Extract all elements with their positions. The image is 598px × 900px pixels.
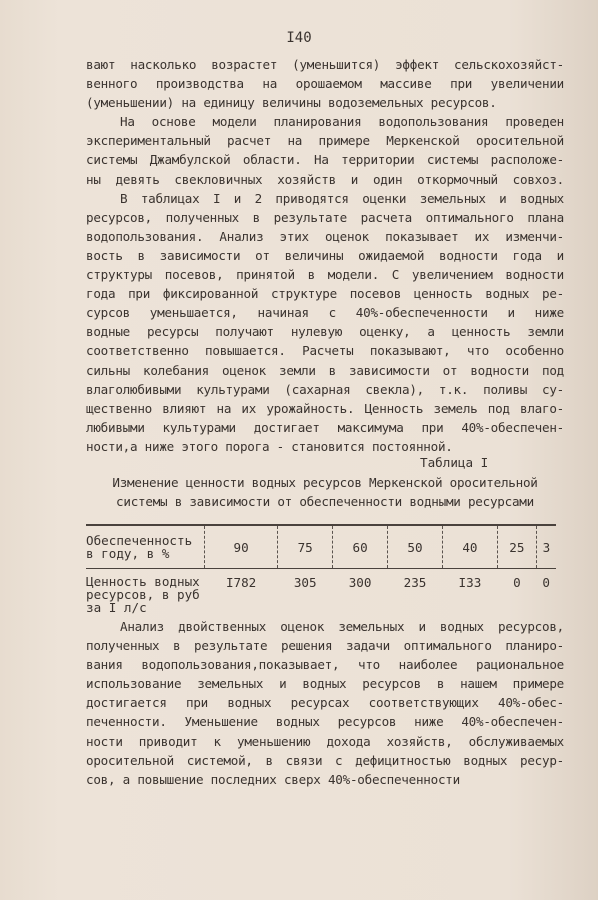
- text-line: использование земельных и водных ресурсов в нашем примере: [86, 676, 564, 692]
- data-table: [86, 524, 556, 625]
- text-line: На основе модели планирования водопользования проведен: [120, 114, 564, 130]
- text-line: влаголюбивыми культурами (сахарная свекла), т.к. поливы су-: [86, 381, 564, 397]
- text-line: любивыми культурами достигает максимума при 40%-обеспечен-: [86, 419, 564, 435]
- text-line: водные ресурсы получают нулевую оценку, а ценность земли: [86, 324, 564, 340]
- table-header-cell: 60: [333, 525, 388, 569]
- text-line: вость в зависимости от величины ожидаемой водности года и: [86, 247, 564, 263]
- table-header-row: [86, 525, 556, 569]
- page-number: I40: [286, 30, 312, 46]
- text-line: полученных в результате решения задачи оптимального планиро-: [86, 638, 564, 654]
- text-line: печенности. Уменьшение водных ресурсов ниже 40%-обеспечен-: [86, 714, 564, 730]
- text-line: щественно влияют на их урожайность. Ценность земель под влаго-: [86, 400, 564, 416]
- text-line: сурсов уменьшается, начиная с 40%-обеспеченности и ниже: [86, 305, 564, 321]
- text-line: венного производства на орошаемом массиве при увеличении: [86, 76, 564, 92]
- text-line: ности,а ниже этого порога - становится постоянной.: [86, 438, 453, 454]
- text-line: экспериментальный расчет на примере Меркенской оросительной: [86, 133, 564, 149]
- text-line: оросительной системой, в связи с дефицитностью водных ресур-: [86, 752, 564, 768]
- row-label-line: за I л/с: [86, 600, 147, 615]
- header-label-line: Обеспеченность: [86, 533, 193, 548]
- text-line: ности приводит к уменьшению дохода хозяйств, обслуживаемых: [86, 733, 564, 749]
- text-line: сов, а повышение последних сверх 40%-обеспеченности: [86, 771, 460, 787]
- table-cell: 305: [293, 575, 317, 590]
- text-line: В таблицах I и 2 приводятся оценки земельных и водных: [120, 190, 564, 206]
- table-title-line: системы в зависимости от обеспеченности водными ресурсами: [116, 494, 534, 510]
- table-header-cell: 40: [442, 525, 497, 569]
- text-line: вания водопользования,показывает, что наиболее рациональное: [86, 657, 564, 673]
- text-line: водопользования. Анализ этих оценок показывает их изменчи-: [86, 228, 564, 244]
- text-line: ресурсов, полученных в результате расчета оптимального плана: [86, 209, 564, 225]
- text-line: года при фиксированной структуре посевов ценность водных ре-: [86, 286, 564, 302]
- table-label: Таблица I: [420, 455, 489, 470]
- text-line: ны девять свекловичных хозяйств и один откормочный совхоз.: [86, 171, 564, 187]
- text-line: соответственно повышается. Расчеты показывают, что особенно: [86, 343, 564, 359]
- row-label-line: ресурсов, в руб: [86, 587, 200, 602]
- table-header-cell: 3: [536, 525, 556, 569]
- text-line: достигается при водных ресурсах соответствующих 40%-обес-: [86, 695, 564, 711]
- table-cell: 0: [542, 575, 550, 590]
- text-line: сильны колебания оценок земли в зависимости от водности под: [86, 362, 564, 378]
- table-cell: I782: [225, 575, 257, 590]
- table-header-cell: 75: [278, 525, 333, 569]
- text-line: (уменьшении) на единицу величины водоземельных ресурсов.: [86, 95, 497, 111]
- text-line: системы Джамбулской области. На территории системы расположе-: [86, 152, 564, 168]
- table-title: [86, 473, 564, 511]
- table-header-cell: 50: [388, 525, 443, 569]
- table-cell: 0: [513, 575, 521, 590]
- text-block-top: [86, 55, 564, 456]
- text-line: вают насколько возрастет (уменьшится) эффект сельскохозяйст-: [86, 57, 564, 72]
- table-cell: 235: [403, 575, 427, 590]
- text-block-bottom: [86, 617, 564, 789]
- row-label-line: Ценность водных: [86, 574, 200, 589]
- table-title-line: Изменение ценности водных ресурсов Меркенской оросительной: [112, 475, 538, 490]
- table-header-label: [86, 525, 205, 569]
- table-header-cell: 90: [205, 525, 278, 569]
- text-line: структуры посевов, принятой в модели. С увеличением водности: [86, 267, 564, 283]
- table-cell: 300: [348, 575, 372, 590]
- text-line: Анализ двойственных оценок земельных и водных ресурсов,: [120, 619, 564, 634]
- table-header-cell: 25: [497, 525, 536, 569]
- table-cell: I33: [458, 575, 482, 590]
- header-label-line: в году, в %: [86, 546, 170, 561]
